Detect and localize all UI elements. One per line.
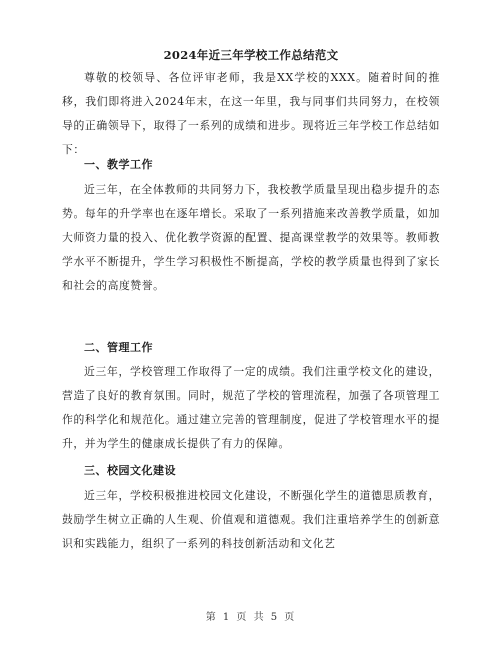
document-title: 2024年近三年学校工作总结范文 [163,48,339,62]
section-heading-management: 二、管理工作 [84,341,153,354]
section-text-teaching: 近三年，在全体教师的共同努力下，我校教学质量呈现出稳步提升的态势。每年的升学率也在逐年增长。采取了一系列措施来改善教学质量，如加大师资力量的投入、优化教学资源的配置、提高课堂教学的效果等。教师教学水平不断提升，学生学习积极性不断提高，学校的教学质量也得到了家长和社会的高度赞誉。 [62,183,440,292]
section-text-management: 近三年，学校管理工作取得了一定的成绩。我们注重学校文化的建设，营造了良好的教育氛围。同时，规范了学校的管理流程，加强了各项管理工作的科学化和规范化。通过建立完善的管理制度，促进了学校管理水平的提升，并为学生的健康成长提供了有力的保障。 [62,365,440,450]
section-text-campus-culture: 近三年，学校积极推进校园文化建设，不断强化学生的道德思质教育，鼓励学生树立正确的人生观、价值观和道德观。我们注重培养学生的创新意识和实践能力，组织了一系列的科技创新活动和文化艺 [62,489,440,550]
section-heading-campus-culture: 三、校园文化建设 [84,464,176,477]
section-heading-teaching: 一、教学工作 [84,158,153,171]
page-number-footer: 第 1 页 共 5 页 [205,612,297,623]
intro-paragraph: 尊敬的校领导、各位评审老师，我是XX学校的XXX。随着时间的推移，我们即将进入2024年末，在这一年里，我与同事们共同努力，在校领导的正确领导下，取得了一系列的成绩和进步。现将近三年学校工作总结如下： [62,71,440,156]
